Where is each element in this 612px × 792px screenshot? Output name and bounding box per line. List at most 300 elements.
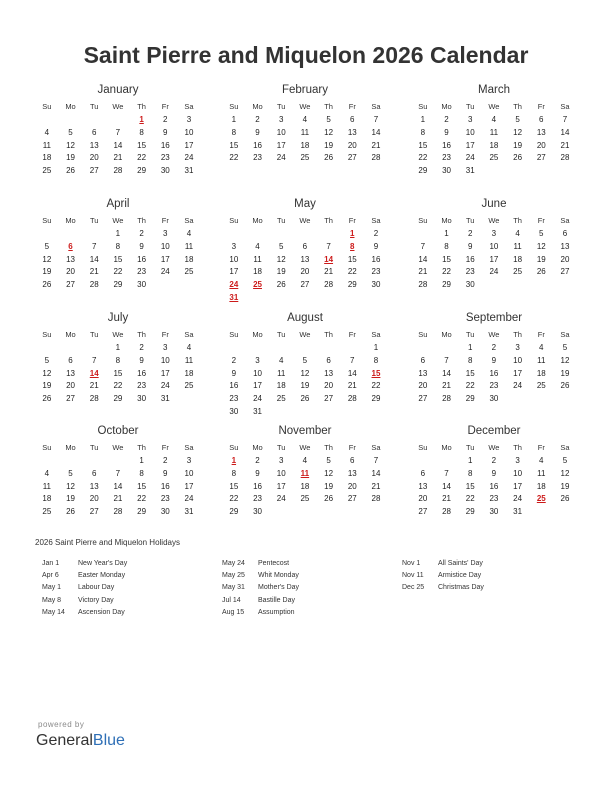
day-cell: 17 bbox=[465, 140, 475, 150]
day-cell: 26 bbox=[513, 153, 523, 163]
day-cell: 8 bbox=[115, 355, 121, 365]
weekday-header: Mo bbox=[252, 216, 263, 225]
day-cell: 21 bbox=[442, 494, 451, 504]
month-name: December bbox=[467, 425, 521, 437]
day-cell: 9 bbox=[231, 368, 237, 378]
day-cell: 14 bbox=[347, 368, 357, 378]
day-cell: 20 bbox=[560, 254, 570, 264]
day-cell: 21 bbox=[371, 140, 381, 150]
day-cell: 30 bbox=[229, 406, 239, 416]
day-cell: 12 bbox=[324, 468, 334, 478]
weekday-header: Sa bbox=[560, 216, 570, 225]
day-cell: 25 bbox=[184, 267, 194, 277]
day-cell: 6 bbox=[302, 241, 308, 251]
day-cell: 22 bbox=[113, 267, 123, 277]
day-cell: 26 bbox=[42, 394, 52, 404]
day-cell: 17 bbox=[184, 481, 194, 491]
holiday-day-cell: 6 bbox=[68, 241, 73, 251]
empty-cell bbox=[59, 114, 83, 127]
weekday-header: Tu bbox=[465, 443, 475, 452]
weekday-header: We bbox=[112, 102, 124, 111]
day-cell: 15 bbox=[137, 481, 147, 491]
weekday-header: Tu bbox=[276, 216, 286, 225]
weekday-header: Mo bbox=[65, 330, 76, 339]
day-cell: 3 bbox=[467, 115, 473, 124]
day-cell: 7 bbox=[444, 355, 449, 365]
day-cell: 17 bbox=[513, 481, 523, 491]
holiday-date: Jan 1 bbox=[42, 560, 60, 567]
month-name: September bbox=[465, 312, 523, 324]
day-cell: 11 bbox=[537, 355, 546, 365]
month-days-grid bbox=[222, 100, 388, 165]
weekday-header: Su bbox=[42, 102, 52, 111]
day-cell: 2 bbox=[373, 229, 379, 238]
day-cell: 18 bbox=[253, 267, 262, 277]
day-cell: 4 bbox=[44, 468, 50, 478]
holiday-date: May 24 bbox=[222, 560, 245, 567]
holiday-day-cell: 14 bbox=[324, 254, 334, 264]
weekday-header: Mo bbox=[252, 102, 263, 111]
day-cell: 8 bbox=[373, 355, 379, 365]
day-cell: 1 bbox=[420, 115, 426, 124]
weekday-header: Su bbox=[229, 102, 239, 111]
holiday-item bbox=[222, 582, 299, 594]
day-cell: 8 bbox=[139, 127, 144, 137]
day-cell: 3 bbox=[278, 115, 284, 124]
weekday-header: Th bbox=[324, 330, 333, 339]
day-cell: 28 bbox=[442, 507, 451, 517]
day-cell: 24 bbox=[184, 153, 194, 163]
weekday-header: Su bbox=[42, 443, 52, 452]
day-cell: 29 bbox=[465, 394, 475, 404]
day-cell: 18 bbox=[489, 140, 499, 150]
holiday-item bbox=[222, 558, 299, 570]
month-days-grid bbox=[35, 328, 201, 406]
empty-cell bbox=[59, 455, 83, 468]
weekday-header: Mo bbox=[441, 216, 452, 225]
day-cell: 23 bbox=[489, 494, 499, 504]
day-cell: 27 bbox=[536, 153, 546, 163]
day-cell: 8 bbox=[467, 355, 473, 365]
holiday-item bbox=[402, 558, 484, 570]
day-cell: 29 bbox=[442, 280, 451, 290]
powered-by-text: powered by bbox=[38, 720, 85, 729]
day-cell: 26 bbox=[324, 153, 334, 163]
day-cell: 2 bbox=[491, 456, 497, 465]
day-cell: 16 bbox=[229, 381, 239, 391]
holiday-day-cell: 1 bbox=[139, 115, 144, 124]
day-cell: 31 bbox=[184, 166, 194, 176]
day-cell: 12 bbox=[513, 127, 523, 137]
weekday-header: Th bbox=[137, 443, 146, 452]
day-cell: 23 bbox=[465, 267, 475, 277]
holiday-item bbox=[222, 607, 299, 619]
weekday-header: Mo bbox=[65, 216, 76, 225]
day-cell: 25 bbox=[276, 394, 286, 404]
day-cell: 5 bbox=[68, 468, 73, 478]
day-cell: 3 bbox=[186, 456, 192, 465]
empty-cell bbox=[246, 342, 270, 355]
day-cell: 22 bbox=[347, 267, 357, 277]
day-cell: 17 bbox=[276, 481, 286, 491]
day-cell: 5 bbox=[44, 355, 50, 365]
holidays-title: 2026 Saint Pierre and Miquelon Holidays bbox=[35, 538, 180, 547]
day-cell: 13 bbox=[418, 368, 428, 378]
weekday-header: Sa bbox=[371, 443, 381, 452]
day-cell: 29 bbox=[347, 280, 357, 290]
day-cell: 12 bbox=[66, 481, 75, 491]
holiday-day-cell: 25 bbox=[253, 280, 262, 290]
day-cell: 17 bbox=[229, 267, 239, 277]
day-cell: 14 bbox=[442, 368, 451, 378]
day-cell: 1 bbox=[231, 115, 237, 124]
day-cell: 15 bbox=[229, 140, 239, 150]
day-cell: 6 bbox=[326, 355, 331, 365]
day-cell: 31 bbox=[184, 507, 194, 517]
day-cell: 16 bbox=[253, 481, 262, 491]
day-cell: 3 bbox=[515, 456, 520, 465]
day-cell: 4 bbox=[44, 127, 50, 137]
holiday-name: Christmas Day bbox=[438, 584, 484, 592]
month-days-grid bbox=[222, 441, 388, 519]
weekday-header: Su bbox=[418, 330, 428, 339]
holiday-name: Victory Day bbox=[78, 596, 114, 604]
day-cell: 21 bbox=[418, 267, 428, 277]
weekday-header: We bbox=[299, 330, 311, 339]
holiday-column bbox=[42, 558, 127, 619]
weekday-header: Tu bbox=[89, 216, 99, 225]
day-cell: 9 bbox=[491, 468, 497, 478]
day-cell: 14 bbox=[113, 140, 123, 150]
month-name: October bbox=[97, 425, 139, 437]
holiday-date: Nov 1 bbox=[402, 560, 421, 567]
weekday-header: Fr bbox=[348, 216, 356, 225]
empty-cell bbox=[82, 228, 106, 241]
month-february bbox=[222, 83, 388, 165]
day-cell: 11 bbox=[184, 241, 194, 251]
day-cell: 30 bbox=[160, 166, 170, 176]
day-cell: 25 bbox=[300, 153, 310, 163]
day-cell: 9 bbox=[163, 468, 168, 478]
month-name: February bbox=[281, 84, 329, 96]
empty-cell bbox=[340, 342, 364, 355]
day-cell: 16 bbox=[160, 140, 170, 150]
day-cell: 7 bbox=[562, 115, 568, 124]
day-cell: 20 bbox=[66, 267, 75, 277]
day-cell: 9 bbox=[139, 355, 144, 365]
holiday-item bbox=[42, 570, 127, 582]
day-cell: 15 bbox=[229, 481, 239, 491]
day-cell: 2 bbox=[255, 115, 260, 124]
day-cell: 26 bbox=[276, 280, 286, 290]
day-cell: 7 bbox=[91, 241, 97, 251]
day-cell: 23 bbox=[442, 153, 451, 163]
weekday-header: Sa bbox=[184, 330, 194, 339]
day-cell: 24 bbox=[276, 494, 286, 504]
empty-cell bbox=[222, 342, 246, 355]
day-cell: 23 bbox=[137, 381, 147, 391]
day-cell: 19 bbox=[560, 481, 570, 491]
day-cell: 22 bbox=[229, 153, 239, 163]
day-cell: 18 bbox=[42, 494, 52, 504]
empty-cell bbox=[82, 342, 106, 355]
day-cell: 26 bbox=[300, 394, 310, 404]
day-cell: 13 bbox=[347, 468, 357, 478]
holiday-date: Nov 11 bbox=[402, 572, 424, 580]
day-cell: 1 bbox=[467, 343, 473, 352]
weekday-header: We bbox=[488, 443, 500, 452]
brand-logo-blue: Blue bbox=[92, 732, 125, 749]
day-cell: 10 bbox=[160, 241, 170, 251]
day-cell: 23 bbox=[137, 267, 147, 277]
day-cell: 12 bbox=[536, 241, 546, 251]
day-cell: 10 bbox=[489, 241, 499, 251]
brand-logo-general: General bbox=[36, 732, 93, 749]
day-cell: 28 bbox=[113, 166, 123, 176]
day-cell: 29 bbox=[137, 166, 147, 176]
month-days-grid bbox=[35, 100, 201, 178]
day-cell: 20 bbox=[324, 381, 334, 391]
brand-logo[interactable] bbox=[36, 732, 125, 750]
day-cell: 20 bbox=[536, 140, 546, 150]
day-cell: 13 bbox=[560, 241, 570, 251]
day-cell: 17 bbox=[160, 368, 170, 378]
day-cell: 26 bbox=[324, 494, 334, 504]
day-cell: 28 bbox=[418, 280, 428, 290]
weekday-header: Tu bbox=[276, 330, 286, 339]
day-cell: 9 bbox=[467, 241, 473, 251]
month-march bbox=[411, 83, 577, 178]
holiday-date: Dec 25 bbox=[402, 584, 425, 592]
day-cell: 13 bbox=[324, 368, 334, 378]
day-cell: 15 bbox=[347, 254, 357, 264]
day-cell: 16 bbox=[253, 140, 262, 150]
day-cell: 27 bbox=[66, 394, 75, 404]
weekday-header: Su bbox=[229, 330, 239, 339]
day-cell: 27 bbox=[418, 394, 428, 404]
day-cell: 7 bbox=[373, 456, 379, 465]
day-cell: 1 bbox=[373, 343, 379, 352]
day-cell: 5 bbox=[326, 456, 331, 465]
day-cell: 9 bbox=[139, 241, 144, 251]
weekday-header: Tu bbox=[465, 330, 475, 339]
day-cell: 13 bbox=[89, 481, 99, 491]
month-july bbox=[35, 311, 201, 406]
day-cell: 13 bbox=[89, 140, 99, 150]
day-cell: 15 bbox=[137, 140, 147, 150]
day-cell: 1 bbox=[444, 229, 449, 238]
day-cell: 4 bbox=[539, 456, 544, 465]
holiday-name: Pentecost bbox=[258, 560, 290, 567]
weekday-header: Mo bbox=[441, 330, 452, 339]
day-cell: 14 bbox=[560, 127, 570, 137]
day-cell: 2 bbox=[467, 229, 473, 238]
day-cell: 3 bbox=[186, 115, 192, 124]
day-cell: 18 bbox=[42, 153, 52, 163]
weekday-header: Su bbox=[418, 102, 428, 111]
month-name: April bbox=[106, 198, 130, 210]
day-cell: 22 bbox=[442, 267, 451, 277]
day-cell: 7 bbox=[444, 468, 449, 478]
day-cell: 21 bbox=[89, 267, 99, 277]
day-cell: 5 bbox=[562, 456, 568, 465]
empty-cell bbox=[435, 455, 459, 468]
day-cell: 27 bbox=[347, 153, 357, 163]
holiday-name: Mother's Day bbox=[258, 584, 300, 592]
day-cell: 7 bbox=[350, 355, 355, 365]
day-cell: 28 bbox=[442, 394, 451, 404]
day-cell: 28 bbox=[324, 280, 334, 290]
weekday-header: Th bbox=[137, 216, 146, 225]
weekday-header: Th bbox=[324, 216, 333, 225]
day-cell: 24 bbox=[160, 267, 170, 277]
day-cell: 29 bbox=[418, 166, 428, 176]
day-cell: 3 bbox=[163, 229, 168, 238]
day-cell: 4 bbox=[302, 456, 308, 465]
month-days-grid bbox=[222, 214, 388, 305]
day-cell: 23 bbox=[229, 394, 239, 404]
day-cell: 22 bbox=[229, 494, 239, 504]
day-cell: 15 bbox=[113, 368, 123, 378]
day-cell: 27 bbox=[300, 280, 310, 290]
day-cell: 28 bbox=[371, 153, 381, 163]
empty-cell bbox=[106, 455, 130, 468]
holiday-date: Jul 14 bbox=[222, 596, 241, 604]
day-cell: 16 bbox=[160, 481, 170, 491]
day-cell: 19 bbox=[66, 153, 75, 163]
weekday-header: We bbox=[299, 216, 311, 225]
day-cell: 29 bbox=[113, 394, 123, 404]
day-cell: 4 bbox=[302, 115, 308, 124]
day-cell: 25 bbox=[489, 153, 499, 163]
day-cell: 6 bbox=[350, 115, 355, 124]
day-cell: 8 bbox=[444, 241, 449, 251]
day-cell: 4 bbox=[515, 229, 520, 238]
day-cell: 16 bbox=[465, 254, 475, 264]
weekday-header: Su bbox=[42, 216, 52, 225]
day-cell: 4 bbox=[491, 115, 497, 124]
empty-cell bbox=[411, 228, 435, 241]
day-cell: 18 bbox=[276, 381, 286, 391]
empty-cell bbox=[293, 228, 317, 241]
holiday-day-cell: 14 bbox=[89, 368, 99, 378]
weekday-header: Su bbox=[418, 443, 428, 452]
day-cell: 20 bbox=[418, 381, 428, 391]
month-days-grid bbox=[35, 441, 201, 519]
holiday-name: Ascension Day bbox=[78, 608, 125, 616]
day-cell: 24 bbox=[513, 381, 523, 391]
day-cell: 8 bbox=[115, 241, 121, 251]
empty-cell bbox=[269, 228, 293, 241]
day-cell: 2 bbox=[255, 456, 260, 465]
empty-cell bbox=[59, 342, 83, 355]
holiday-date: May 1 bbox=[42, 584, 62, 592]
day-cell: 11 bbox=[253, 254, 262, 264]
day-cell: 17 bbox=[184, 140, 194, 150]
day-cell: 21 bbox=[113, 153, 123, 163]
day-cell: 3 bbox=[491, 229, 497, 238]
day-cell: 12 bbox=[276, 254, 286, 264]
weekday-header: Sa bbox=[184, 102, 194, 111]
day-cell: 13 bbox=[66, 368, 75, 378]
day-cell: 29 bbox=[229, 507, 239, 517]
day-cell: 27 bbox=[89, 507, 99, 517]
holiday-column bbox=[402, 558, 484, 595]
day-cell: 25 bbox=[184, 381, 194, 391]
day-cell: 19 bbox=[324, 140, 334, 150]
empty-cell bbox=[222, 228, 246, 241]
day-cell: 19 bbox=[42, 381, 52, 391]
day-cell: 10 bbox=[184, 127, 194, 137]
day-cell: 25 bbox=[536, 381, 546, 391]
weekday-header: Fr bbox=[348, 443, 356, 452]
day-cell: 5 bbox=[68, 127, 73, 137]
weekday-header: We bbox=[299, 102, 311, 111]
day-cell: 3 bbox=[163, 343, 168, 352]
weekday-header: We bbox=[299, 443, 311, 452]
weekday-header: Sa bbox=[371, 102, 381, 111]
day-cell: 9 bbox=[444, 127, 449, 137]
month-days-grid bbox=[222, 328, 388, 419]
month-november bbox=[222, 424, 388, 519]
day-cell: 24 bbox=[489, 267, 499, 277]
day-cell: 21 bbox=[560, 140, 570, 150]
day-cell: 5 bbox=[326, 115, 331, 124]
day-cell: 7 bbox=[373, 115, 379, 124]
day-cell: 8 bbox=[139, 468, 144, 478]
day-cell: 5 bbox=[302, 355, 308, 365]
holiday-date: May 31 bbox=[222, 584, 245, 592]
day-cell: 2 bbox=[231, 355, 237, 365]
day-cell: 13 bbox=[66, 254, 75, 264]
holiday-item bbox=[42, 558, 127, 570]
day-cell: 15 bbox=[465, 368, 475, 378]
empty-cell bbox=[411, 342, 435, 355]
weekday-header: Th bbox=[513, 330, 522, 339]
day-cell: 7 bbox=[326, 241, 331, 251]
day-cell: 23 bbox=[253, 153, 262, 163]
month-name: August bbox=[287, 312, 323, 324]
day-cell: 20 bbox=[66, 381, 75, 391]
day-cell: 30 bbox=[253, 507, 262, 517]
weekday-header: Su bbox=[418, 216, 428, 225]
day-cell: 6 bbox=[420, 468, 426, 478]
month-name: January bbox=[97, 84, 139, 96]
holiday-item bbox=[402, 582, 484, 594]
weekday-header: Th bbox=[324, 102, 333, 111]
day-cell: 12 bbox=[300, 368, 310, 378]
day-cell: 11 bbox=[513, 241, 522, 251]
day-cell: 24 bbox=[184, 494, 194, 504]
day-cell: 16 bbox=[489, 481, 499, 491]
day-cell: 31 bbox=[253, 406, 262, 416]
weekday-header: Fr bbox=[161, 443, 169, 452]
day-cell: 23 bbox=[489, 381, 499, 391]
day-cell: 9 bbox=[373, 241, 379, 251]
month-october bbox=[35, 424, 201, 519]
weekday-header: We bbox=[112, 330, 124, 339]
day-cell: 13 bbox=[536, 127, 546, 137]
holiday-name: Easter Monday bbox=[78, 572, 126, 580]
day-cell: 12 bbox=[42, 254, 52, 264]
month-name: March bbox=[478, 84, 510, 96]
empty-cell bbox=[106, 114, 130, 127]
empty-cell bbox=[35, 114, 59, 127]
day-cell: 30 bbox=[371, 280, 381, 290]
day-cell: 22 bbox=[465, 494, 475, 504]
day-cell: 5 bbox=[539, 229, 544, 238]
month-days-grid bbox=[411, 214, 577, 292]
